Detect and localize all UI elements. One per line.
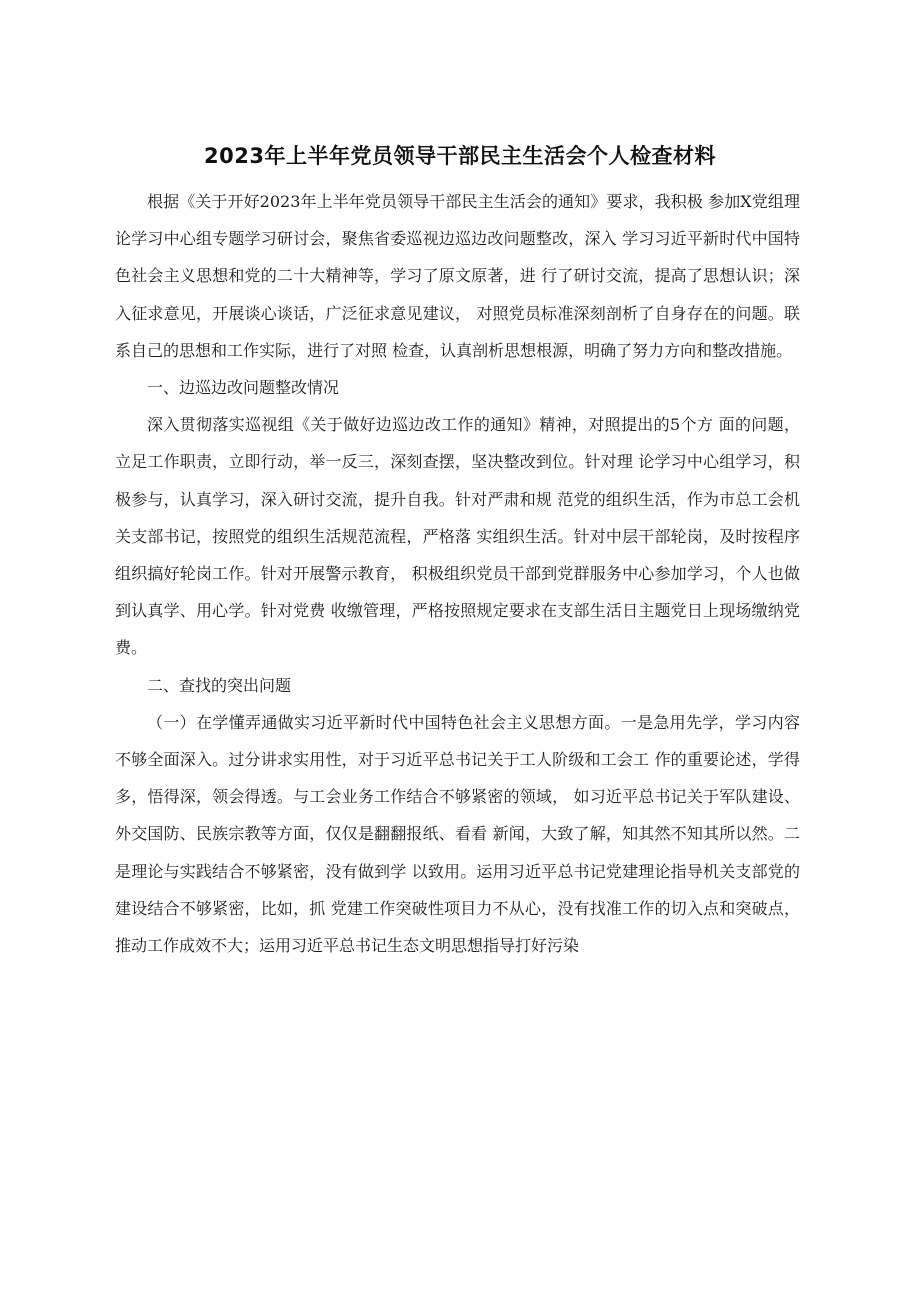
document-title: 2023年上半年党员领导干部民主生活会个人检查材料 <box>204 144 716 168</box>
section-1-paragraph: 深入贯彻落实巡视组《关于做好边巡边改工作的通知》精神，对照提出的5个方 面的问题，立足工作职责，立即行动，举一反三，深刻查摆，坚决整改到位。针对理 论学习中心组学习，积极参与，认真学习，深入研讨交流，提升自我。针对严肃和规 范党的组织生活，作为市总工会机关支部书记，按照党的组织生活规范流程，严格落 实组织生活。针对中层干部轮岗，及时按程序组织搞好轮岗工作。针对开展警示教育， 积极组织党员干部到党群服务中心参加学习，个人也做到认真学、用心学。针对党费 收缴管理，严格按照规定要求在支部生活日主题党日上现场缴纳党费。 <box>115 415 800 658</box>
section-heading-2: 二、查找的突出问题 <box>147 675 292 695</box>
intro-paragraph: 根据《关于开好2023年上半年党员领导干部民主生活会的通知》要求，我积极 参加X党组理论学习中心组专题学习研讨会，聚焦省委巡视边巡边改问题整改，深入 学习习近平新时代中国特色社会主义思想和党的二十大精神等，学习了原文原著，进 行了研讨交流，提高了思想认识；深入征求意见，开展谈心谈话，广泛征求意见建议， 对照党员标准深刻剖析了自身存在的问题。联系自己的思想和工作实际，进行了对照 检查，认真剖析思想根源，明确了努力方向和整改措施。 <box>115 192 800 360</box>
section-2-paragraph: （一）在学懂弄通做实习近平新时代中国特色社会主义思想方面。一是急用先学，学习内容不够全面深入。过分讲求实用性，对于习近平总书记关于工人阶级和工会工 作的重要论述，学得多，悟得深，领会得透。与工会业务工作结合不够紧密的领域， 如习近平总书记关于军队建设、外交国防、民族宗教等方面，仅仅是翻翻报纸、看看 新闻，大致了解，知其然不知其所以然。二是理论与实践结合不够紧密，没有做到学 以致用。运用习近平总书记党建理论指导机关支部党的建设结合不够紧密，比如，抓 党建工作突破性项目力不从心，没有找准工作的切入点和突破点，推动工作成效不大；运用习近平总书记生态文明思想指导打好污染 <box>115 712 800 956</box>
section-heading-1: 一、边巡边改问题整改情况 <box>147 378 340 398</box>
document-body <box>115 183 800 964</box>
